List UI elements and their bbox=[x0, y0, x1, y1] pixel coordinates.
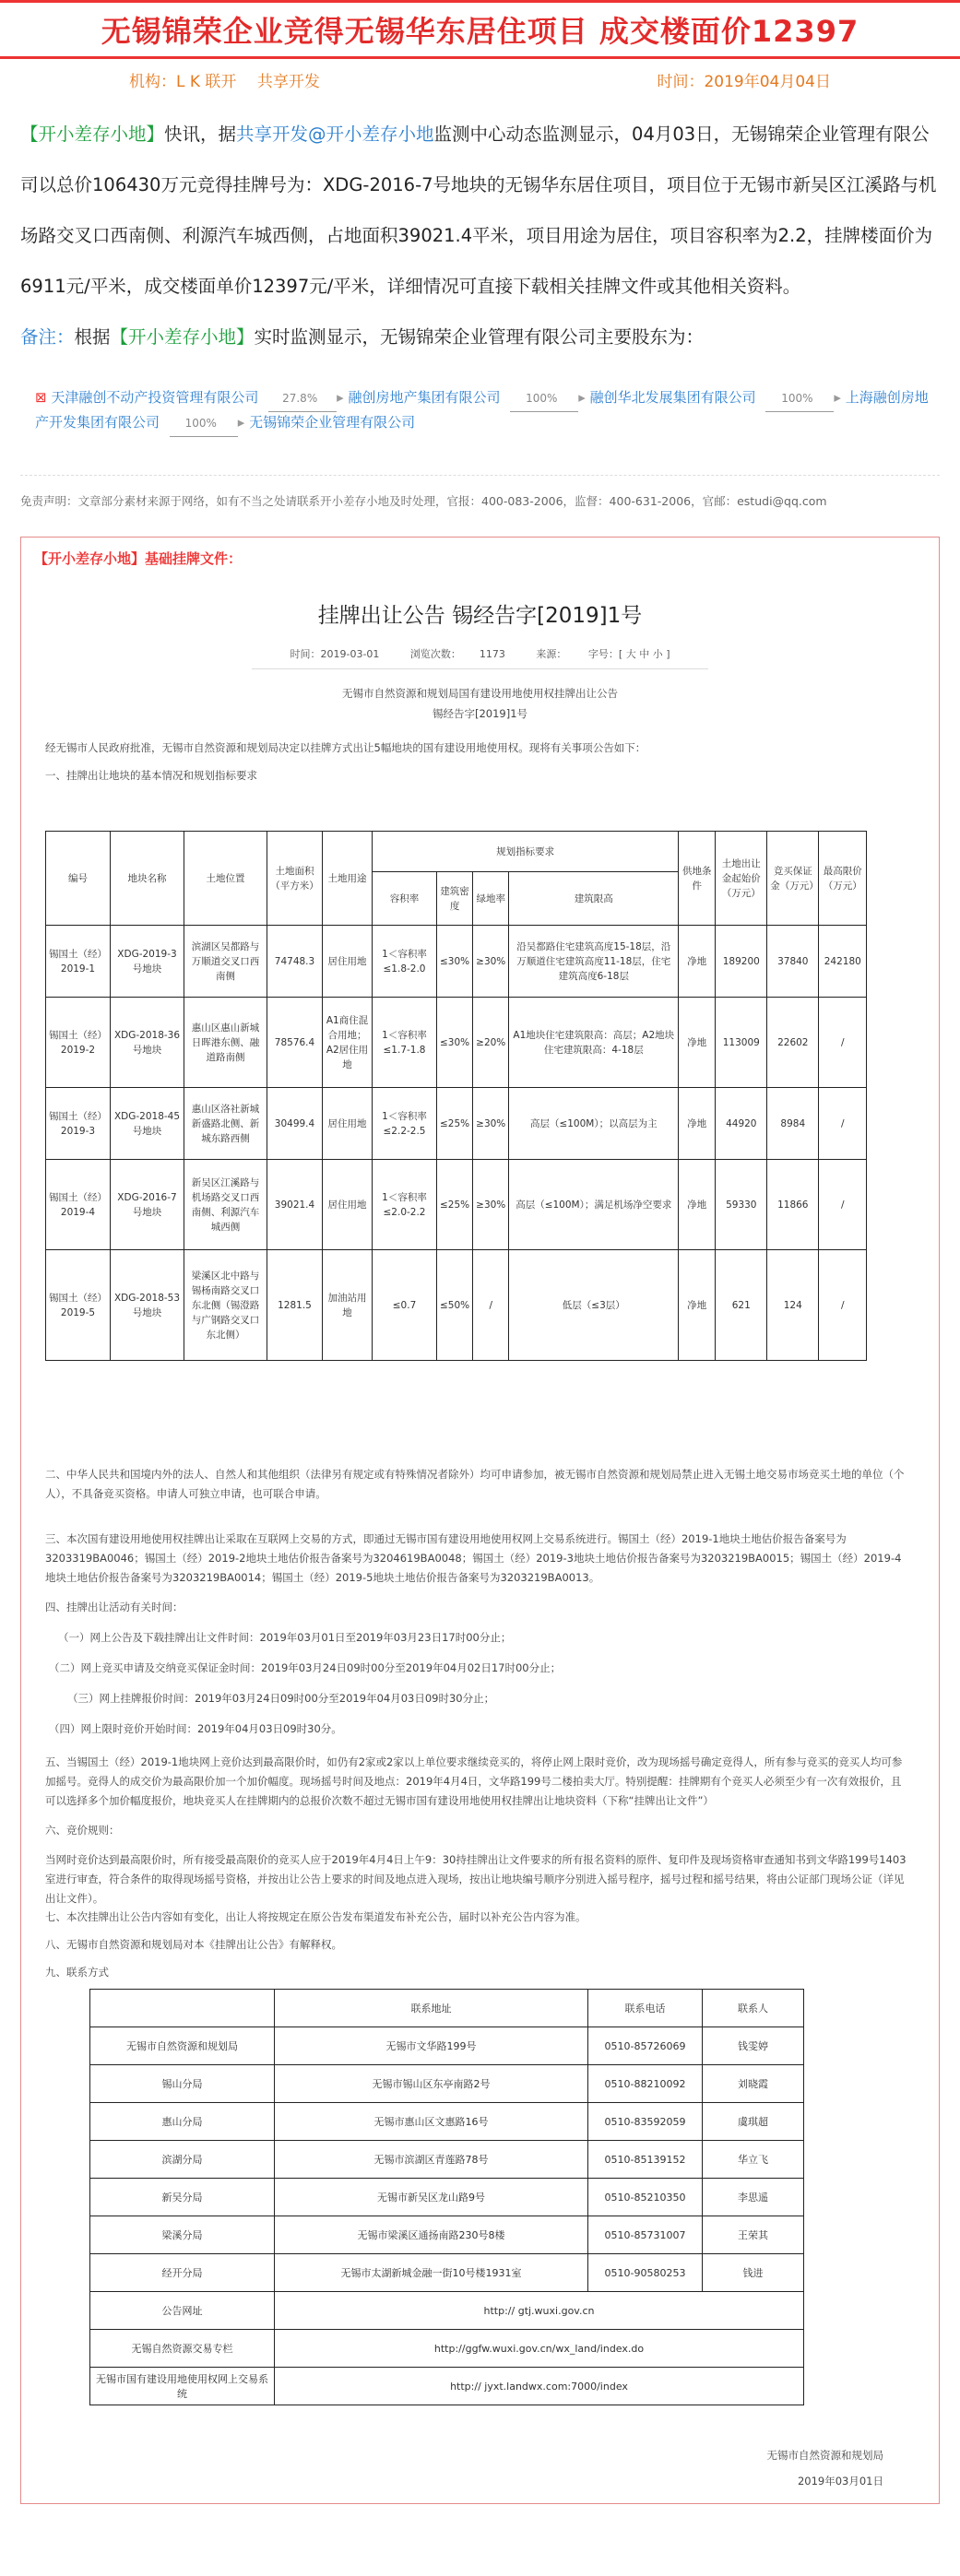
cell-density: ≤25% bbox=[437, 1088, 473, 1160]
cell-loc: 滨湖区吴都路与万顺道交叉口西南侧 bbox=[184, 926, 267, 998]
contact-row bbox=[90, 2330, 804, 2368]
col-far: 容积率 bbox=[373, 872, 437, 926]
contact-addr: 无锡市新吴区龙山路9号 bbox=[275, 2179, 588, 2216]
arrow-icon: ▸ bbox=[237, 414, 245, 431]
document-title: 挂牌出让公告 锡经告字[2019]1号 bbox=[317, 604, 643, 628]
contact-row bbox=[90, 2179, 804, 2216]
cell-deposit: 11866 bbox=[767, 1160, 819, 1250]
contact-unit: 滨湖分局 bbox=[90, 2141, 275, 2179]
title-banner bbox=[0, 0, 960, 59]
table-row bbox=[46, 1088, 867, 1160]
contact-addr: 无锡市梁溪区通扬南路230号8楼 bbox=[275, 2216, 588, 2254]
table-row bbox=[46, 926, 867, 998]
org-label: 机构：L K 联开 共享开发 bbox=[129, 73, 320, 91]
lead-body: 监测中心动态监测显示，04月03日，无锡锦荣企业管理有限公司以总价106430万元竞得挂牌号为：XDG-2016-7号地块的无锡华东居住项目，项目位于无锡市新吴区江溪路与机场路交叉口西南侧、利源汽车城西侧，占地面积39021.4平米，项目用途为居住，项目容积率为2.2，挂牌楼面价为6911元/平米，成交楼面单价12397元/平米，详细情况可直接下载相关挂牌文件或其他相关资料。 bbox=[20, 124, 937, 297]
col-density: 建筑密度 bbox=[437, 872, 473, 926]
section-7: 七、本次挂牌出让公告内容如有变化，出让人将按规定在原公告发布渠道发布补充公告，届时以补充公告内容为准。 bbox=[45, 1910, 587, 1923]
cell-green: / bbox=[473, 1250, 509, 1361]
cell-supply: 净地 bbox=[679, 1250, 716, 1361]
document-label: 【开小差存小地】基础挂牌文件： bbox=[34, 550, 243, 567]
cell-area: 1281.5 bbox=[267, 1250, 323, 1361]
cell-no: 锡国土（经）2019-5 bbox=[46, 1250, 111, 1361]
col-plan: 规划指标要求 bbox=[373, 832, 679, 872]
document-heading bbox=[21, 683, 939, 724]
col-area: 土地面积（平方米） bbox=[267, 832, 323, 926]
cell-start: 59330 bbox=[716, 1160, 767, 1250]
contact-tel: 0510-85139152 bbox=[588, 2141, 703, 2179]
cell-height: 低层（≤3层） bbox=[509, 1250, 679, 1361]
cell-height: 高层（≤100M）；以高层为主 bbox=[509, 1088, 679, 1160]
cell-deposit: 37840 bbox=[767, 926, 819, 998]
cell-start: 113009 bbox=[716, 998, 767, 1088]
cell-use: 居住用地 bbox=[323, 926, 373, 998]
cell-loc: 惠山区惠山新城日晖港东侧、融道路南侧 bbox=[184, 998, 267, 1088]
cell-max: / bbox=[819, 998, 867, 1088]
cell-density: ≤30% bbox=[437, 926, 473, 998]
document-card bbox=[20, 537, 940, 2504]
doc-time: 时间：2019-03-01 bbox=[290, 648, 380, 660]
cell-green: ≥30% bbox=[473, 1160, 509, 1250]
cell-name: XDG-2019-3号地块 bbox=[111, 926, 184, 998]
arrow-icon: ▸ bbox=[834, 389, 841, 406]
cell-deposit: 22602 bbox=[767, 998, 819, 1088]
land-table bbox=[45, 831, 867, 1361]
shareholder-link[interactable]: 融创房地产集团有限公司 bbox=[348, 389, 501, 406]
contact-row bbox=[90, 2254, 804, 2292]
source-tag: 【开小差存小地】 bbox=[20, 124, 165, 145]
cell-no: 锡国土（经）2019-4 bbox=[46, 1160, 111, 1250]
table-header-row bbox=[46, 832, 867, 872]
source-link[interactable]: 共享开发@开小差存小地 bbox=[236, 124, 434, 145]
cell-green: ≥30% bbox=[473, 1088, 509, 1160]
contact-addr: 无锡市锡山区东亭南路2号 bbox=[275, 2065, 588, 2103]
cell-name: XDG-2018-53号地块 bbox=[111, 1250, 184, 1361]
share-percent: 27.8% bbox=[263, 386, 337, 410]
link-icon: ⊠ bbox=[35, 389, 47, 406]
contact-tel: 0510-85210350 bbox=[588, 2179, 703, 2216]
cell-max: / bbox=[819, 1250, 867, 1361]
contact-person: 王荣其 bbox=[703, 2216, 804, 2254]
share-percent: 100% bbox=[164, 411, 238, 435]
cell-use: A1商住混合用地；A2居住用地 bbox=[323, 998, 373, 1088]
contact-person: 李思遥 bbox=[703, 2179, 804, 2216]
font-size-control[interactable]: 字号：[ 大 中 小 ] bbox=[587, 648, 670, 660]
contact-row bbox=[90, 2368, 804, 2405]
contact-tel: 0510-88210092 bbox=[588, 2065, 703, 2103]
time-item: （一）网上公告及下载挂牌出让文件时间：2019年03月01日至2019年03月23日17时00分止； bbox=[58, 1631, 512, 1644]
cell-density: ≤30% bbox=[437, 998, 473, 1088]
cell-start: 44920 bbox=[716, 1088, 767, 1160]
contact-unit: 惠山分局 bbox=[90, 2103, 275, 2141]
note-intro: 根据 bbox=[74, 326, 111, 348]
shareholder-chain bbox=[20, 376, 940, 476]
section-6-body: 当网时竞价达到最高限价时，所有接受最高限价的竞买人应于2019年4月4日上午9：30持挂牌出让文件要求的所有报名资料的原件、复印件及现场资格审查通知书到文华路199号1403室进行审查，符合条件的取得现场摇号资格，并按出让公告上要求的时间及地点进入现场，按出让地块编号顺序分别进入摇号程序，摇号过程和摇号结果，将由公证部门现场公证（详见出让文件）。 bbox=[45, 1853, 907, 1905]
contact-col-tel: 联系电话 bbox=[588, 1990, 703, 2027]
col-no: 编号 bbox=[46, 832, 111, 926]
contact-person: 钱雯婷 bbox=[703, 2027, 804, 2065]
contact-unit: 新吴分局 bbox=[90, 2179, 275, 2216]
contact-person: 虞琪超 bbox=[703, 2103, 804, 2141]
cell-name: XDG-2018-36号地块 bbox=[111, 998, 184, 1088]
contact-tel: 0510-85726069 bbox=[588, 2027, 703, 2065]
cell-start: 189200 bbox=[716, 926, 767, 998]
contact-url[interactable]: http:// jyxt.landwx.com:7000/index bbox=[275, 2368, 804, 2405]
table-row bbox=[46, 1250, 867, 1361]
contact-col-unit bbox=[90, 1990, 275, 2027]
cell-max: / bbox=[819, 1088, 867, 1160]
contact-unit: 公告网址 bbox=[90, 2292, 275, 2330]
cell-area: 39021.4 bbox=[267, 1160, 323, 1250]
cell-green: ≥20% bbox=[473, 998, 509, 1088]
col-start: 土地出让金起始价（万元） bbox=[716, 832, 767, 926]
contact-row bbox=[90, 2065, 804, 2103]
contact-person: 刘晓霞 bbox=[703, 2065, 804, 2103]
time-item: （二）网上竞买申请及交纳竞买保证金时间：2019年03月24日09时00分至2019年04月02日17时00分止； bbox=[49, 1661, 562, 1674]
cell-density: ≤25% bbox=[437, 1160, 473, 1250]
shareholder-row bbox=[35, 385, 929, 410]
cell-height: 沿吴都路住宅建筑高度15-18层，沿万顺道住宅建筑高度11-18层，住宅建筑高度6-18层 bbox=[509, 926, 679, 998]
cell-use: 加油站用地 bbox=[323, 1250, 373, 1361]
meta-row bbox=[0, 59, 960, 100]
announcement-heading: 无锡市自然资源和规划局国有建设用地使用权挂牌出让公告 bbox=[342, 687, 618, 700]
section-8: 八、无锡市自然资源和规划局对本《挂牌出让公告》有解释权。 bbox=[45, 1938, 342, 1951]
contact-unit: 无锡自然资源交易专栏 bbox=[90, 2330, 275, 2368]
contact-table-wrap bbox=[89, 1989, 804, 2405]
arrow-icon: ▸ bbox=[337, 389, 344, 406]
contact-row bbox=[90, 2141, 804, 2179]
col-loc: 土地位置 bbox=[184, 832, 267, 926]
cell-max: / bbox=[819, 1160, 867, 1250]
cell-loc: 惠山区洛社新城新盛路北侧、新城东路西侧 bbox=[184, 1088, 267, 1160]
note-body: 实时监测显示，无锡锦荣企业管理有限公司主要股东为： bbox=[254, 326, 705, 348]
cell-supply: 净地 bbox=[679, 1160, 716, 1250]
cell-start: 621 bbox=[716, 1250, 767, 1361]
contact-tel: 0510-90580253 bbox=[588, 2254, 703, 2292]
contact-col-addr: 联系地址 bbox=[275, 1990, 588, 2027]
section-2: 二、中华人民共和国境内外的法人、自然人和其他组织（法律另有规定或有特殊情况者除外）均可申请参加，被无锡市自然资源和规划局禁止进入无锡土地交易市场竞买土地的单位（个人），不具备竞买资格。申请人可独立申请，也可联合申请。 bbox=[45, 1468, 905, 1500]
col-deposit: 竞买保证金（万元） bbox=[767, 832, 819, 926]
cell-supply: 净地 bbox=[679, 926, 716, 998]
cell-far: 1＜容积率≤2.0-2.2 bbox=[373, 1160, 437, 1250]
cell-height: 高层（≤100M）；满足机场净空要求 bbox=[509, 1160, 679, 1250]
cell-area: 74748.3 bbox=[267, 926, 323, 998]
contact-tel: 0510-83592059 bbox=[588, 2103, 703, 2141]
cell-use: 居住用地 bbox=[323, 1160, 373, 1250]
table-row bbox=[46, 998, 867, 1088]
announcement-number: 锡经告字[2019]1号 bbox=[432, 707, 528, 720]
contact-header-row bbox=[90, 1990, 804, 2027]
contact-url[interactable]: http://ggfw.wuxi.gov.cn/wx_land/index.do bbox=[275, 2330, 804, 2368]
col-name: 地块名称 bbox=[111, 832, 184, 926]
contact-unit: 无锡市国有建设用地使用权网上交易系统 bbox=[90, 2368, 275, 2405]
cell-no: 锡国土（经）2019-1 bbox=[46, 926, 111, 998]
shareholder-link[interactable]: 无锡锦荣企业管理有限公司 bbox=[249, 414, 416, 431]
section-heading: 一、挂牌出让地块的基本情况和规划指标要求 bbox=[45, 769, 257, 782]
lead-intro: 快讯，据 bbox=[164, 124, 237, 145]
contact-row bbox=[90, 2027, 804, 2065]
cell-loc: 新吴区江溪路与机场路交叉口西南侧、利源汽车城西侧 bbox=[184, 1160, 267, 1250]
table-row bbox=[46, 1160, 867, 1250]
doc-source: 来源： bbox=[536, 648, 567, 660]
contact-unit: 经开分局 bbox=[90, 2254, 275, 2292]
cell-supply: 净地 bbox=[679, 1088, 716, 1160]
note-label: 备注： bbox=[20, 326, 75, 348]
col-max: 最高限价（万元） bbox=[819, 832, 867, 926]
cell-density: ≤50% bbox=[437, 1250, 473, 1361]
intro-paragraph: 经无锡市人民政府批准，无锡市自然资源和规划局决定以挂牌方式出让5幅地块的国有建设用地使用权。现将有关事项公告如下： bbox=[45, 741, 646, 754]
shareholder-row bbox=[35, 410, 925, 435]
contact-row bbox=[90, 2103, 804, 2141]
contact-addr: 无锡市文华路199号 bbox=[275, 2027, 588, 2065]
cell-far: 1＜容积率≤1.7-1.8 bbox=[373, 998, 437, 1088]
cell-max: 242180 bbox=[819, 926, 867, 998]
col-height: 建筑限高 bbox=[509, 872, 679, 926]
time-item: （四）网上限时竞价开始时间：2019年04月03日09时30分。 bbox=[49, 1722, 342, 1735]
col-supply: 供地条件 bbox=[679, 832, 716, 926]
contact-person: 华立飞 bbox=[703, 2141, 804, 2179]
contact-row bbox=[90, 2292, 804, 2330]
cell-far: 1＜容积率≤1.8-2.0 bbox=[373, 926, 437, 998]
contact-addr: 无锡市惠山区文惠路16号 bbox=[275, 2103, 588, 2141]
cell-supply: 净地 bbox=[679, 998, 716, 1088]
contact-url[interactable]: http:// gtj.wuxi.gov.cn bbox=[275, 2292, 804, 2330]
cell-deposit: 8984 bbox=[767, 1088, 819, 1160]
cell-loc: 梁溪区北中路与锡杨南路交叉口东北侧（锡澄路与广钢路交叉口东北侧） bbox=[184, 1250, 267, 1361]
shareholder-link[interactable]: 上海融创房地 bbox=[845, 389, 929, 406]
note-paragraph bbox=[0, 312, 960, 356]
section-4: 四、挂牌出让活动有关时间： bbox=[45, 1601, 184, 1613]
section-9: 九、联系方式 bbox=[45, 1966, 109, 1979]
col-use: 土地用途 bbox=[323, 832, 373, 926]
cell-area: 30499.4 bbox=[267, 1088, 323, 1160]
contact-unit: 锡山分局 bbox=[90, 2065, 275, 2103]
section-6: 六、竞价规则： bbox=[45, 1824, 120, 1837]
publish-time: 时间：2019年04月04日 bbox=[657, 73, 831, 91]
cell-far: ≤0.7 bbox=[373, 1250, 437, 1361]
cell-deposit: 124 bbox=[767, 1250, 819, 1361]
cell-name: XDG-2016-7号地块 bbox=[111, 1160, 184, 1250]
disclaimer: 免责声明：文章部分素材来源于网络，如有不当之处请联系开小差存小地及时处理，官报：400-083-2006，监督：400-631-2006，官邮：estudi@qq.com bbox=[20, 494, 827, 508]
contact-row bbox=[90, 2216, 804, 2254]
share-percent: 100% bbox=[760, 386, 834, 410]
time-item: （三）网上挂牌报价时间：2019年03月24日09时00分至2019年04月03日09时30分止； bbox=[67, 1692, 495, 1705]
contact-addr: 无锡市太湖新城金融一街10号楼1931室 bbox=[275, 2254, 588, 2292]
shareholder-link[interactable]: 天津融创不动产投资管理有限公司 bbox=[51, 389, 259, 406]
cell-height: A1地块住宅建筑限高：高层；A2地块住宅建筑限高：4-18层 bbox=[509, 998, 679, 1088]
contact-col-person: 联系人 bbox=[703, 1990, 804, 2027]
note-tag: 【开小差存小地】 bbox=[110, 326, 255, 348]
col-green: 绿地率 bbox=[473, 872, 509, 926]
doc-views-label: 浏览次数： 1173 bbox=[409, 648, 505, 660]
lead-paragraph bbox=[0, 100, 960, 312]
contact-table bbox=[89, 1989, 804, 2405]
cell-area: 78576.4 bbox=[267, 998, 323, 1088]
contact-person: 钱进 bbox=[703, 2254, 804, 2292]
cell-green: ≥30% bbox=[473, 926, 509, 998]
document-info bbox=[252, 646, 708, 669]
contact-unit: 无锡市自然资源和规划局 bbox=[90, 2027, 275, 2065]
share-percent: 100% bbox=[504, 386, 578, 410]
cell-far: 1＜容积率≤2.2-2.5 bbox=[373, 1088, 437, 1160]
cell-use: 居住用地 bbox=[323, 1088, 373, 1160]
section-3: 三、本次国有建设用地使用权挂牌出让采取在互联网上交易的方式，即通过无锡市国有建设用地使用权网上交易系统进行。锡国土（经）2019-1地块土地估价报告备案号为3203319BA0046；锡国土（经）2019-2地块土地估价报告备案号为3204619BA0048；锡国土（经）2019-3地块土地估价报告备案号为3203219BA0015；锡国土（经）2019-4地块土地估价报告备案号为3203219BA0014；锡国土（经）2019-5地块土地估价报告备案号为3203219BA0013。 bbox=[45, 1532, 902, 1584]
page-title: 无锡锦荣企业竞得无锡华东居住项目 成交楼面价12397 bbox=[101, 14, 859, 49]
signature-org: 无锡市自然资源和规划局 bbox=[766, 2449, 883, 2462]
contact-tel: 0510-85731007 bbox=[588, 2216, 703, 2254]
cell-no: 锡国土（经）2019-3 bbox=[46, 1088, 111, 1160]
contact-addr: 无锡市滨湖区青莲路78号 bbox=[275, 2141, 588, 2179]
shareholder-link[interactable]: 产开发集团有限公司 bbox=[35, 414, 160, 431]
contact-unit: 梁溪分局 bbox=[90, 2216, 275, 2254]
signature-date: 2019年03月01日 bbox=[797, 2475, 883, 2487]
cell-no: 锡国土（经）2019-2 bbox=[46, 998, 111, 1088]
cell-name: XDG-2018-45号地块 bbox=[111, 1088, 184, 1160]
section-5: 五、当锡国土（经）2019-1地块网上竞价达到最高限价时，如仍有2家或2家以上单位要求继续竞买的，将停止网上限时竞价，改为现场摇号确定竞得人，所有参与竞买的竞买人均可参加摇号。竞得人的成交价为最高限价加一个加价幅度。现场摇号时间及地点：2019年4月4日，文华路199号二楼拍卖大厅。特别提醒：挂牌期有个竞买人必须至少有一次有效报价，且可以选择多个加价幅度报价，地块竞买人在挂牌期内的总报价次数不超过无锡市国有建设用地使用权挂牌出让地块资料（下称“挂牌出让文件”） bbox=[45, 1755, 903, 1807]
shareholder-link[interactable]: 融创华北发展集团有限公司 bbox=[589, 389, 756, 406]
land-table-wrap bbox=[45, 831, 940, 1361]
arrow-icon: ▸ bbox=[578, 389, 586, 406]
